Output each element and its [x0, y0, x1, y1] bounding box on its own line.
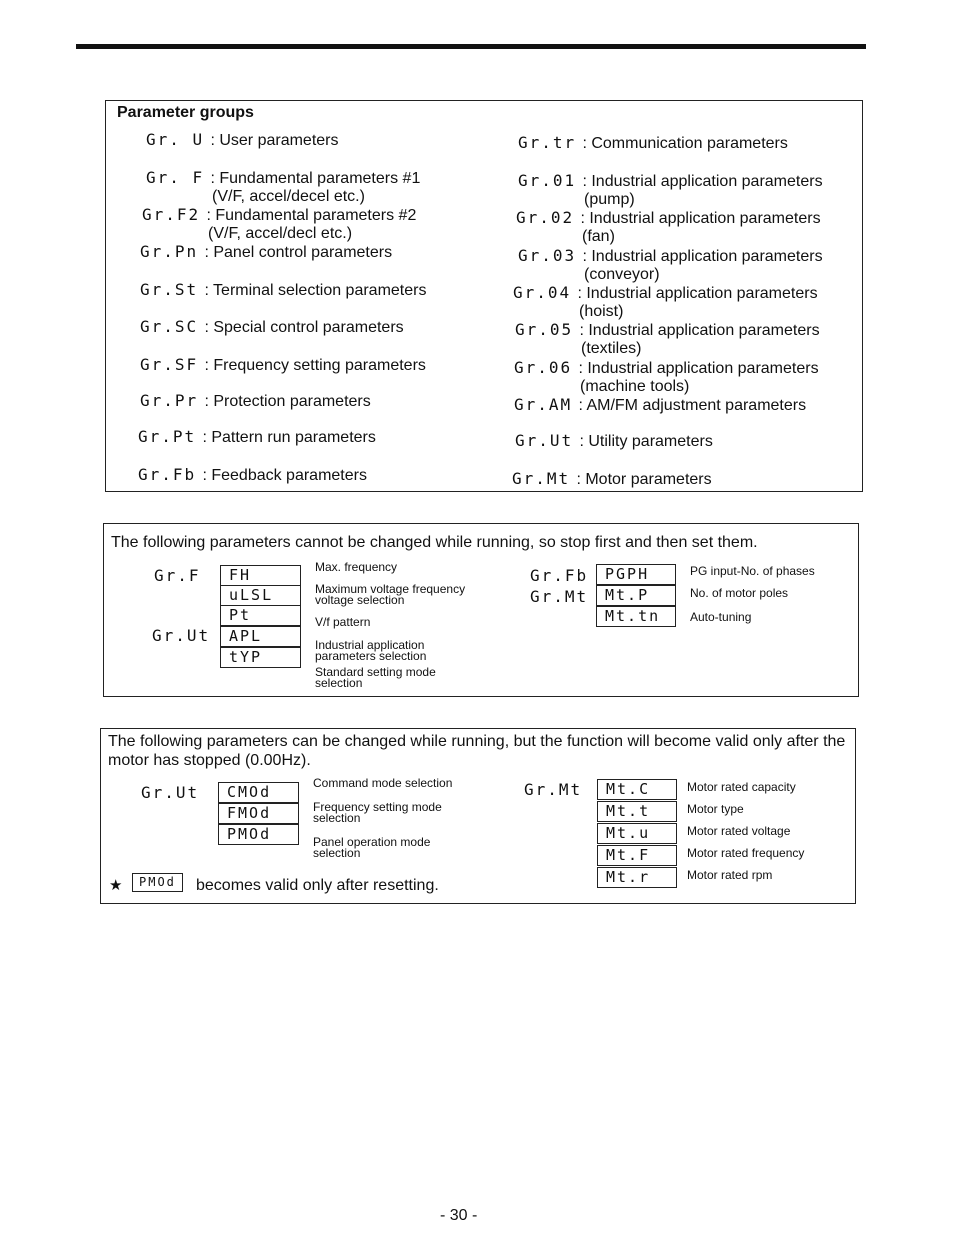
group-desc: : Terminal selection parameters [204, 282, 427, 299]
group-label: Gr.Ut [152, 626, 211, 645]
group-code: Gr.01 [518, 171, 577, 190]
group-code: Gr.F2 [142, 205, 201, 224]
group-desc: : Industrial application parameters [578, 360, 819, 377]
param-desc: Max. frequency [315, 560, 398, 574]
group-code: Gr.04 [513, 283, 572, 302]
group-desc-sub: (fan) [582, 228, 615, 245]
top-rule [76, 44, 866, 49]
param-desc: Standard setting mode selection [315, 665, 436, 690]
group-row [140, 392, 371, 411]
star-icon: ★ [109, 877, 123, 894]
param-code-cell: uLSL [220, 585, 301, 606]
valid-after-stop-heading: The following parameters can be changed while running, but the function will become valid only after the motor has stopped (0.00Hz). [108, 733, 846, 769]
group-desc: : Frequency setting parameters [204, 357, 426, 374]
group-row [513, 284, 818, 321]
param-desc: Maximum voltage frequency voltage selection [315, 582, 466, 607]
param-desc: Industrial application parameters selection [315, 638, 427, 663]
param-desc: Frequency setting mode selection [313, 800, 442, 825]
param-desc: Command mode selection [313, 776, 453, 790]
param-code-cell: Mt.P [596, 585, 676, 606]
param-desc: Motor rated frequency [687, 846, 805, 860]
param-code-cell: APL [220, 626, 301, 647]
group-code: Gr.Fb [138, 465, 197, 484]
param-code-cell: FH [220, 565, 301, 586]
group-row [140, 281, 426, 300]
group-desc: : Fundamental parameters #2 [206, 207, 417, 224]
group-code: Gr.Pn [140, 242, 199, 261]
group-row [516, 209, 821, 246]
valid-after-stop-box [100, 728, 856, 904]
group-row [518, 134, 788, 153]
param-code-cell: CMOd [218, 782, 299, 803]
param-code-cell: Mt.F [597, 845, 677, 866]
group-row [514, 396, 806, 415]
group-desc: : AM/FM adjustment parameters [578, 397, 807, 414]
group-row [146, 131, 339, 150]
param-desc: PG input-No. of phases [690, 564, 815, 578]
group-code: Gr.03 [518, 246, 577, 265]
param-code-cell: PGPH [596, 564, 676, 585]
group-row [512, 470, 712, 489]
group-desc: : Industrial application parameters [580, 210, 821, 227]
stop-required-box [103, 523, 859, 697]
group-code: Gr.06 [514, 358, 573, 377]
group-code: Gr.05 [515, 320, 574, 339]
group-desc-sub: (textiles) [581, 340, 642, 357]
param-code-cell: Mt.C [597, 779, 677, 800]
page-number: - 30 - [440, 1207, 478, 1224]
group-row [515, 321, 820, 358]
param-code-cell: Mt.u [597, 823, 677, 844]
group-code: Gr.Pt [138, 427, 197, 446]
group-desc: : Utility parameters [579, 433, 713, 450]
group-desc: : Fundamental parameters #1 [210, 170, 421, 187]
param-code-cell: Mt.tn [596, 606, 676, 627]
group-desc-sub: (hoist) [579, 303, 624, 320]
group-desc: : Industrial application parameters [579, 322, 820, 339]
group-desc: : Special control parameters [204, 319, 404, 336]
group-code: Gr.Pr [140, 391, 199, 410]
group-row [138, 466, 367, 485]
group-desc-sub: (V/F, accel/decel etc.) [212, 188, 365, 205]
group-desc: : User parameters [210, 132, 339, 149]
group-code: Gr.02 [516, 208, 575, 227]
param-desc: Motor rated voltage [687, 824, 791, 838]
group-row [140, 243, 392, 262]
param-code-cell: Mt.r [597, 867, 677, 888]
group-row [138, 428, 376, 447]
note-text: becomes valid only after resetting. [196, 877, 439, 894]
group-desc: : Industrial application parameters [582, 248, 823, 265]
group-code: Gr.Mt [512, 469, 571, 488]
param-desc: No. of motor poles [690, 586, 789, 600]
parameter-groups-title: Parameter groups [117, 104, 254, 121]
group-code: Gr.AM [514, 395, 573, 414]
group-label: Gr.Mt [524, 780, 583, 799]
param-code-cell: PMOd [218, 824, 299, 845]
param-desc: Motor rated capacity [687, 780, 796, 794]
param-code-cell: tYP [220, 647, 301, 668]
group-label: Gr.Mt [530, 587, 589, 606]
group-row [518, 247, 823, 284]
param-desc: V/f pattern [315, 615, 371, 629]
group-desc: : Communication parameters [582, 135, 788, 152]
group-row [142, 206, 416, 243]
group-desc-sub: (machine tools) [580, 378, 690, 395]
group-code: Gr. F [146, 168, 205, 187]
group-row [140, 318, 404, 337]
param-code-cell: FMOd [218, 803, 299, 824]
param-desc: Auto-tuning [690, 610, 752, 624]
group-code: Gr. U [146, 130, 205, 149]
note-code-box: PMOd [132, 873, 183, 892]
group-desc: : Feedback parameters [202, 467, 367, 484]
param-code-cell: Mt.t [597, 801, 677, 822]
group-code: Gr.St [140, 280, 199, 299]
group-row [140, 356, 426, 375]
stop-required-heading: The following parameters cannot be changed while running, so stop first and then set them. [111, 534, 758, 551]
group-code: Gr.SF [140, 355, 199, 374]
group-row [518, 172, 823, 209]
param-code-cell: Pt [220, 605, 301, 626]
group-label: Gr.Fb [530, 566, 589, 585]
group-code: Gr.Ut [515, 431, 574, 450]
group-desc: : Protection parameters [204, 393, 371, 410]
group-desc-sub: (pump) [584, 191, 635, 208]
group-desc: : Panel control parameters [204, 244, 393, 261]
group-code: Gr.tr [518, 133, 577, 152]
group-label: Gr.Ut [141, 783, 200, 802]
group-row [146, 169, 420, 206]
param-desc: Motor type [687, 802, 744, 816]
group-desc: : Motor parameters [576, 471, 712, 488]
param-desc: Panel operation mode selection [313, 835, 431, 860]
parameter-groups-box [105, 100, 863, 492]
group-desc: : Industrial application parameters [582, 173, 823, 190]
group-desc: : Industrial application parameters [577, 285, 818, 302]
group-desc: : Pattern run parameters [202, 429, 376, 446]
param-desc: Motor rated rpm [687, 868, 773, 882]
group-code: Gr.SC [140, 317, 199, 336]
group-row [514, 359, 819, 396]
group-desc-sub: (V/F, accel/decl etc.) [208, 225, 353, 242]
group-desc-sub: (conveyor) [584, 266, 660, 283]
group-row [515, 432, 713, 451]
group-label: Gr.F [154, 566, 201, 585]
